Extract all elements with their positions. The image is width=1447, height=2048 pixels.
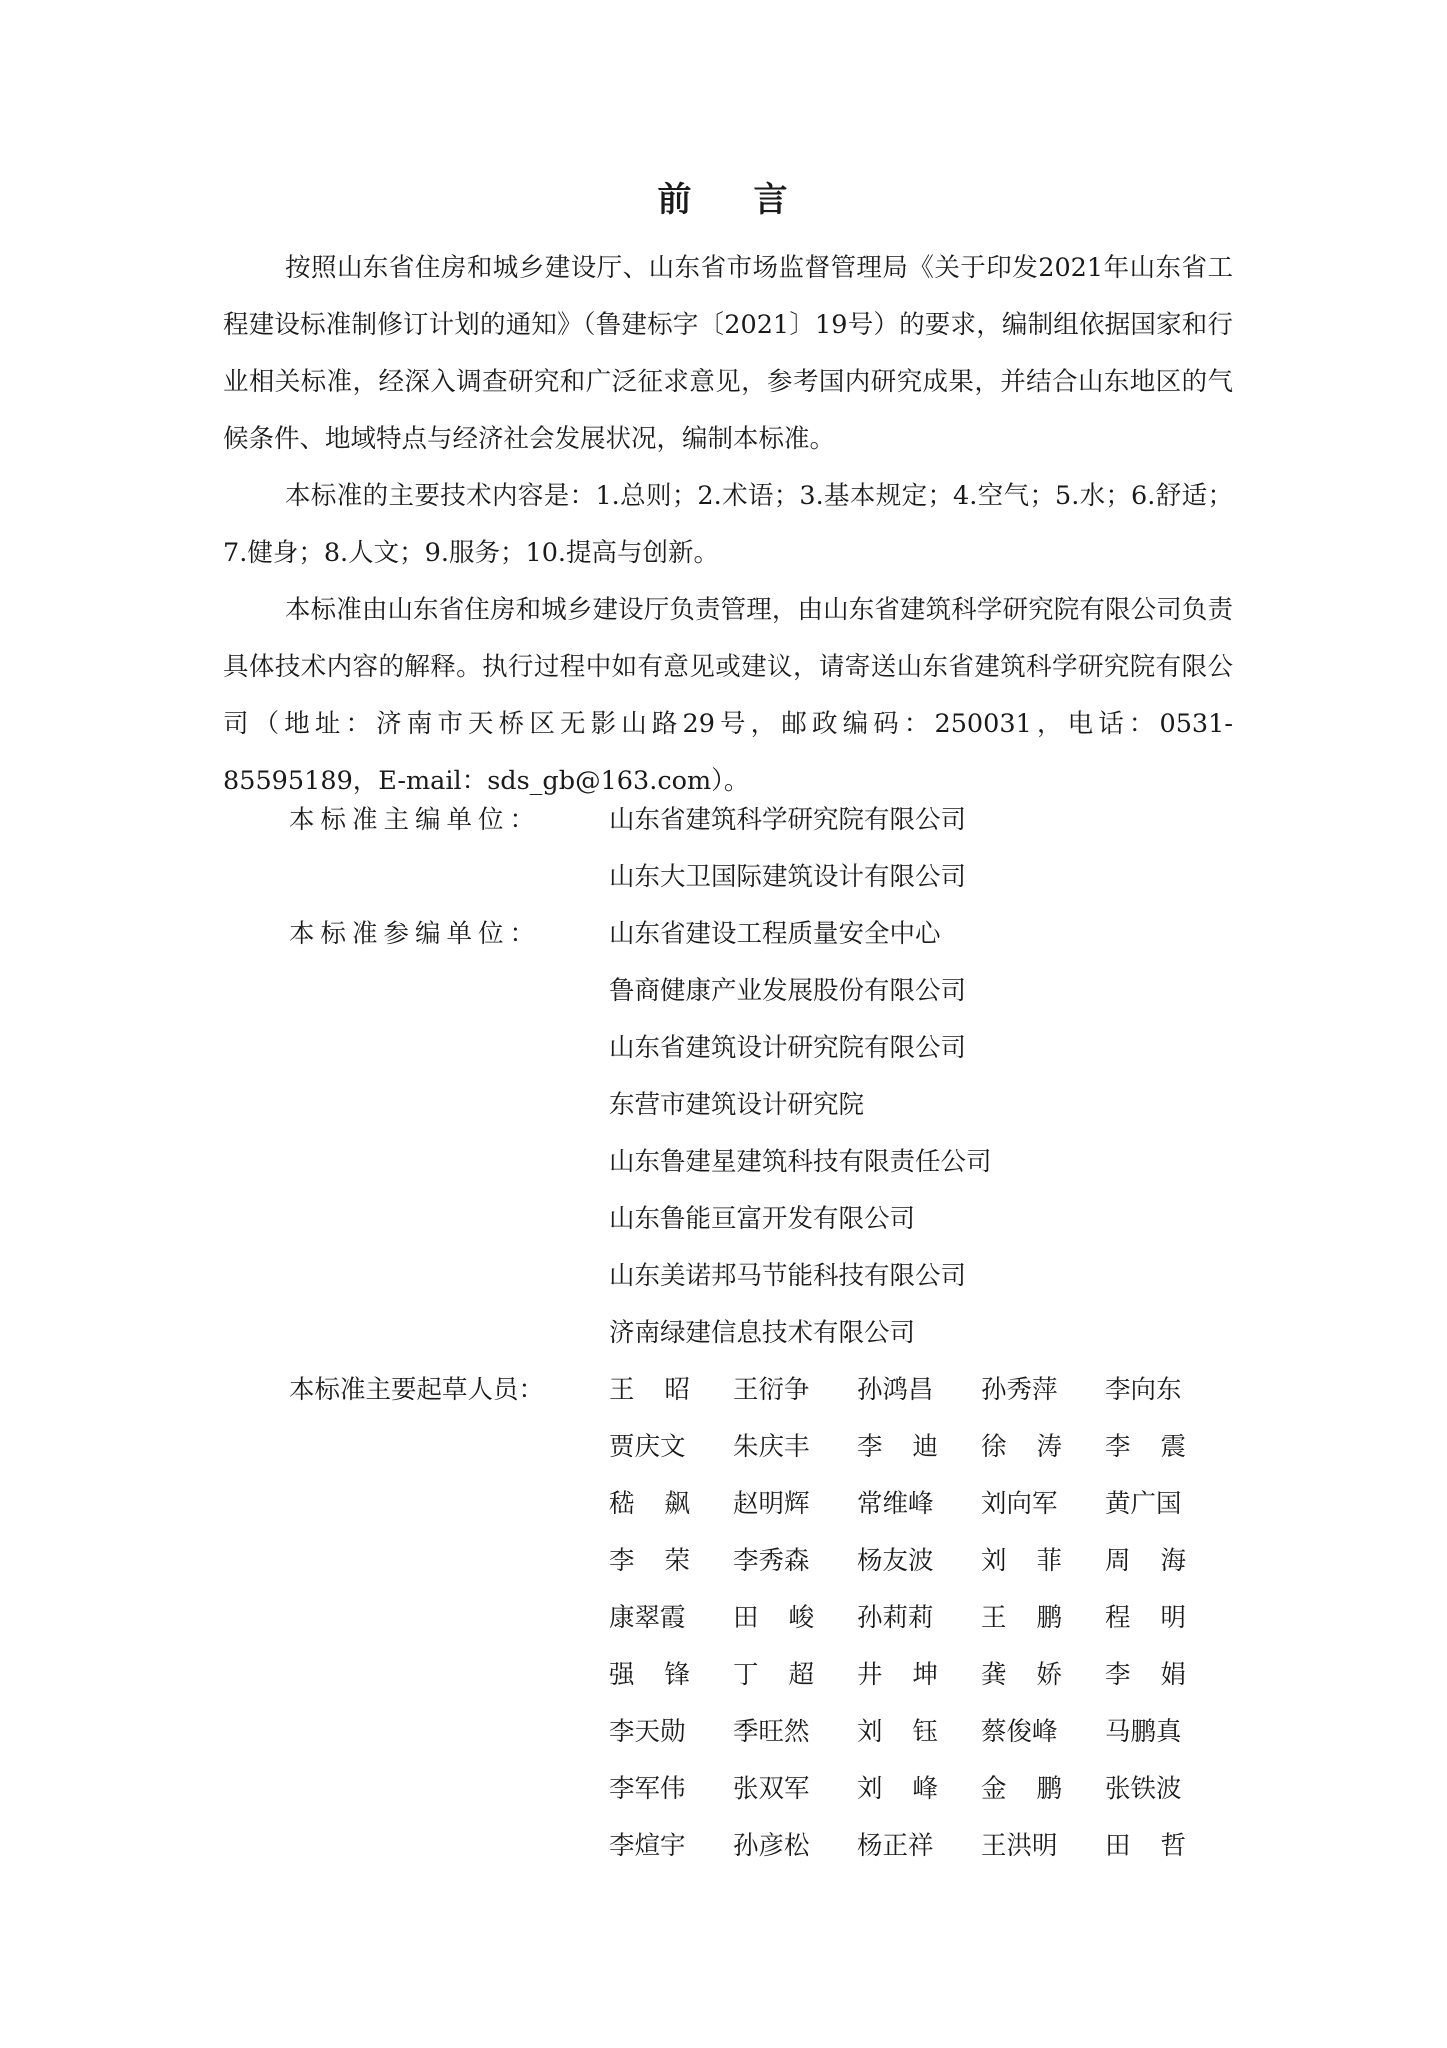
drafter-name: 刘菲 xyxy=(981,1546,1093,1576)
drafter-name: 孙彦松 xyxy=(733,1831,810,1861)
drafter-name: 龚娇 xyxy=(981,1660,1093,1690)
drafter-name: 嵇飙 xyxy=(609,1489,721,1519)
drafter-name: 李娟 xyxy=(1105,1660,1217,1690)
paragraph-management: 本标准由山东省住房和城乡建设厅负责管理，由山东省建筑科学研究院有限公司负责具体技术内容的解释。执行过程中如有意见或建议，请寄送山东省建筑科学研究院有限公司（地址：济南市天桥区无影山路29号，邮政编码：250031，电话：0531-85595189，E-mail：sds_gb@163.com）。 xyxy=(223,595,1233,796)
drafter-name: 李秀森 xyxy=(733,1546,810,1576)
drafter-name: 周海 xyxy=(1105,1546,1217,1576)
drafter-name: 李天勋 xyxy=(609,1717,686,1747)
drafter-name: 丁超 xyxy=(733,1660,845,1690)
chief-unit: 山东省建筑科学研究院有限公司 xyxy=(609,805,967,835)
drafter-name: 康翠霞 xyxy=(609,1603,686,1633)
drafter-name: 黄广国 xyxy=(1105,1489,1182,1519)
drafter-name: 杨正祥 xyxy=(857,1831,934,1861)
drafter-name: 孙鸿昌 xyxy=(857,1375,934,1405)
drafter-name: 强锋 xyxy=(609,1660,721,1690)
drafter-name: 刘钰 xyxy=(857,1717,969,1747)
participating-units-label: 本标准参编单位： xyxy=(289,919,542,949)
paragraph-plan: 按照山东省住房和城乡建设厅、山东省市场监督管理局《关于印发2021年山东省工程建设标准制修订计划的通知》（鲁建标字〔2021〕19号）的要求，编制组依据国家和行业相关标准，经深入调查研究和广泛征求意见，参考国内研究成果，并结合山东地区的气候条件、地域特点与经济社会发展状况，编制本标准。 xyxy=(223,253,1233,454)
page-title xyxy=(0,172,1447,221)
drafter-name: 张铁波 xyxy=(1105,1774,1182,1804)
drafter-name: 李迪 xyxy=(857,1432,969,1462)
drafter-name: 田哲 xyxy=(1105,1831,1217,1861)
title-char-left: 前 xyxy=(657,180,694,220)
drafters-label: 本标准主要起草人员： xyxy=(289,1375,545,1405)
units-section xyxy=(289,792,1229,1875)
preface-body xyxy=(223,240,1233,810)
drafter-name: 李向东 xyxy=(1105,1375,1182,1405)
drafter-name: 王昭 xyxy=(609,1375,721,1405)
drafter-name: 朱庆丰 xyxy=(733,1432,810,1462)
drafter-name: 井坤 xyxy=(857,1660,969,1690)
chief-units-label: 本标准主编单位： xyxy=(289,805,542,835)
drafter-name: 李震 xyxy=(1105,1432,1217,1462)
drafter-name: 王鹏 xyxy=(981,1603,1093,1633)
drafter-name: 刘向军 xyxy=(981,1489,1058,1519)
participating-unit: 鲁商健康产业发展股份有限公司 xyxy=(609,976,967,1006)
drafter-name: 马鹏真 xyxy=(1105,1717,1182,1747)
drafter-name: 李军伟 xyxy=(609,1774,686,1804)
drafters-grid xyxy=(609,1362,1229,1875)
participating-unit: 山东省建设工程质量安全中心 xyxy=(609,919,941,949)
drafter-name: 李荣 xyxy=(609,1546,721,1576)
drafter-name: 孙秀萍 xyxy=(981,1375,1058,1405)
participating-unit: 山东鲁能亘富开发有限公司 xyxy=(609,1204,916,1234)
drafter-name: 王衍争 xyxy=(733,1375,810,1405)
drafter-name: 李煊宇 xyxy=(609,1831,686,1861)
participating-unit: 济南绿建信息技术有限公司 xyxy=(609,1318,916,1348)
drafter-name: 王洪明 xyxy=(981,1831,1058,1861)
drafter-name: 杨友波 xyxy=(857,1546,934,1576)
drafter-name: 常维峰 xyxy=(857,1489,934,1519)
drafter-name: 赵明辉 xyxy=(733,1489,810,1519)
participating-unit: 山东省建筑设计研究院有限公司 xyxy=(609,1033,967,1063)
drafter-name: 田峻 xyxy=(733,1603,845,1633)
drafter-name: 金鹏 xyxy=(981,1774,1093,1804)
drafter-name: 蔡俊峰 xyxy=(981,1717,1058,1747)
drafter-name: 孙莉莉 xyxy=(857,1603,934,1633)
participating-unit: 山东美诺邦马节能科技有限公司 xyxy=(609,1261,967,1291)
drafter-name: 徐涛 xyxy=(981,1432,1093,1462)
title-char-right: 言 xyxy=(753,180,790,220)
paragraph-contents: 本标准的主要技术内容是：1.总则；2.术语；3.基本规定；4.空气；5.水；6.舒适；7.健身；8.人文；9.服务；10.提高与创新。 xyxy=(223,481,1233,568)
drafter-name: 贾庆文 xyxy=(609,1432,686,1462)
participating-unit: 山东鲁建星建筑科技有限责任公司 xyxy=(609,1147,992,1177)
drafter-name: 程明 xyxy=(1105,1603,1217,1633)
drafter-name: 刘峰 xyxy=(857,1774,969,1804)
drafter-name: 季旺然 xyxy=(733,1717,810,1747)
drafter-name: 张双军 xyxy=(733,1774,810,1804)
participating-unit: 东营市建筑设计研究院 xyxy=(609,1090,865,1120)
chief-unit: 山东大卫国际建筑设计有限公司 xyxy=(609,862,967,892)
